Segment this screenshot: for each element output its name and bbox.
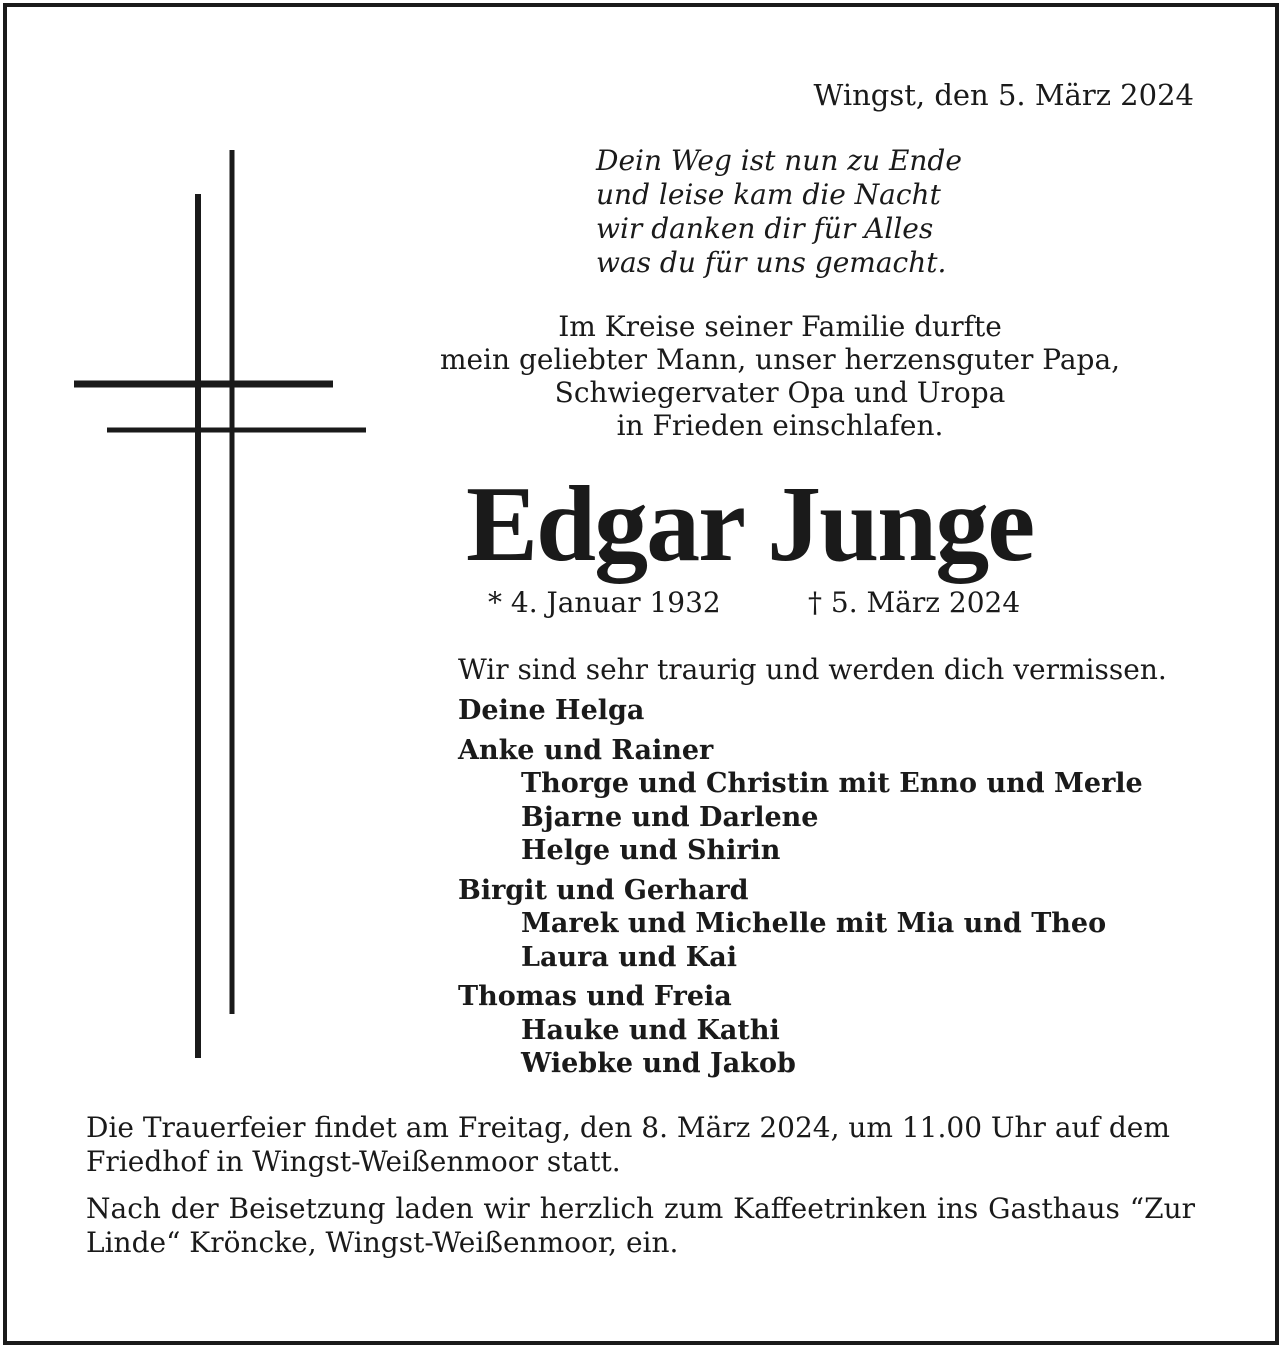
funeral-notice: Die Trauerfeier findet am Freitag, den 8. März 2024, um 11.00 Uhr auf dem Friedhof in Wingst-Weißenmoor statt.: [86, 1111, 1170, 1178]
parents: Thomas und Freia: [458, 981, 732, 1012]
mourners-intro: Wir sind sehr traurig und werden dich vermissen.: [458, 653, 1167, 686]
intro-line: Schwiegervater Opa und Uropa: [554, 376, 1006, 409]
intro-line: Im Kreise seiner Familie durfte: [558, 310, 1002, 343]
child-couple: Marek und Michelle mit Mia und Theo: [521, 908, 1107, 939]
poem-line: Dein Weg ist nun zu Ende: [596, 144, 962, 177]
coffee-notice: Nach der Beisetzung laden wir herzlich zum Kaffeetrinken ins Gasthaus “Zur Linde“ Kröncke, Wingst-Weißenmoor, ein.: [86, 1192, 1195, 1259]
family-group: [458, 874, 1143, 975]
poem-line: wir danken dir für Alles: [596, 212, 934, 245]
death-date: † 5. März 2024: [808, 586, 1021, 619]
poem-line: was du für uns gemacht.: [596, 246, 947, 279]
birth-date: * 4. Januar 1932: [488, 586, 721, 619]
child-couple: Hauke und Kathi: [521, 1014, 780, 1046]
intro-text: [380, 310, 1180, 442]
child-couple: Laura und Kai: [521, 941, 737, 973]
date-line: Wingst, den 5. März 2024: [813, 78, 1194, 112]
parents: Birgit und Gerhard: [458, 874, 749, 906]
mourners-list: [458, 694, 1143, 1087]
poem-line: und leise kam die Nacht: [596, 178, 941, 211]
poem: [596, 144, 962, 280]
parents: Anke und Rainer: [458, 734, 714, 766]
spouse: Deine Helga: [458, 695, 645, 726]
deceased-name: Edgar Junge: [466, 465, 1034, 584]
family-group: [458, 980, 1143, 1081]
child-couple: Bjarne und Darlene: [521, 801, 819, 833]
child-couple: Helge und Shirin: [521, 835, 781, 866]
child-couple: Thorge und Christin mit Enno und Merle: [521, 768, 1143, 799]
child-couple: Wiebke und Jakob: [521, 1048, 796, 1079]
family-group: [458, 734, 1143, 868]
intro-line: mein geliebter Mann, unser herzensguter Papa,: [439, 343, 1121, 376]
intro-line: in Frieden einschlafen.: [616, 409, 944, 442]
